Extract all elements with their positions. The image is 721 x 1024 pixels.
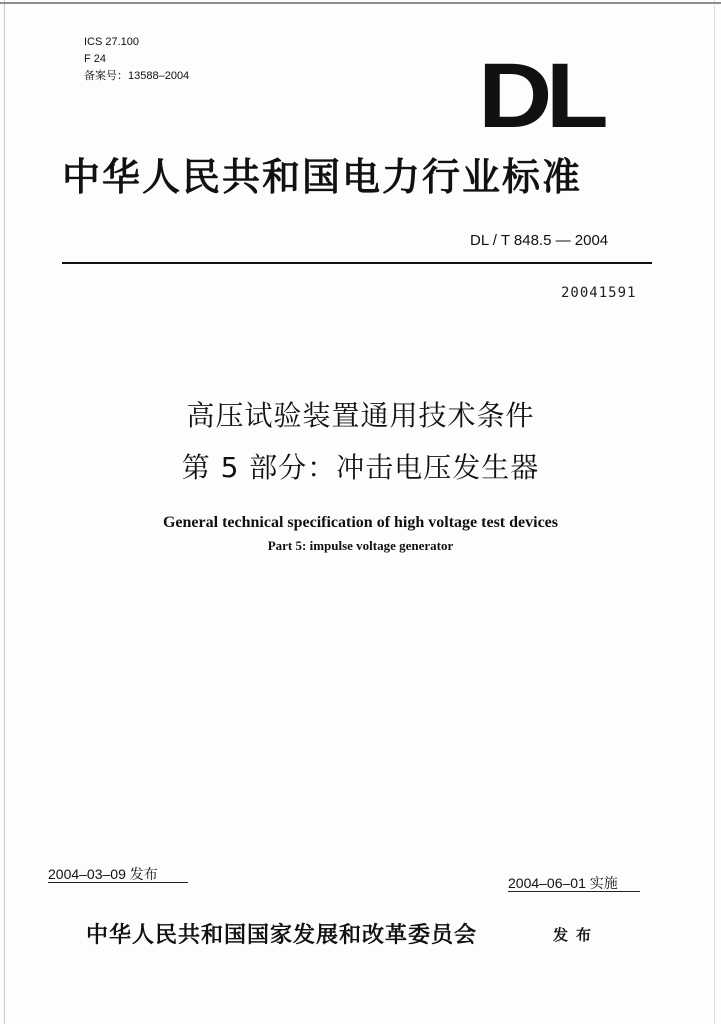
classification-block [84,34,189,85]
implementation-date-underline [508,891,640,892]
document-title-en-line1: General technical specification of high voltage test devices [162,514,559,531]
scan-edge-top [0,2,721,4]
publisher-name: 中华人民共和国国家发展和改革委员会 [86,922,478,948]
filing-number: 备案号：13588–2004 [84,70,190,82]
publish-label: 发布 [553,926,600,944]
scan-edge-right [714,0,715,1024]
issue-date: 2004–03–09 发布 [48,866,158,882]
document-title-en-line2: Part 5: impulse voltage generator [267,538,454,553]
implementation-date: 2004–06–01 实施 [508,875,618,891]
archive-stamp: 20041591 [561,285,637,301]
standard-title: 中华人民共和国电力行业标准 [62,154,583,199]
standard-code: DL / T 848.5 — 2004 [470,232,609,249]
dl-logo: DL [478,45,602,147]
document-title-cn-line2: 第 5 部分：冲击电压发生器 [181,451,540,484]
issue-date-underline [48,882,188,883]
document-title-cn-line1: 高压试验装置通用技术条件 [186,399,535,432]
header-divider [62,262,652,264]
ccs-code: F 24 [84,53,107,65]
scan-edge-left [4,0,5,1024]
ics-code: ICS 27.100 [84,36,140,48]
